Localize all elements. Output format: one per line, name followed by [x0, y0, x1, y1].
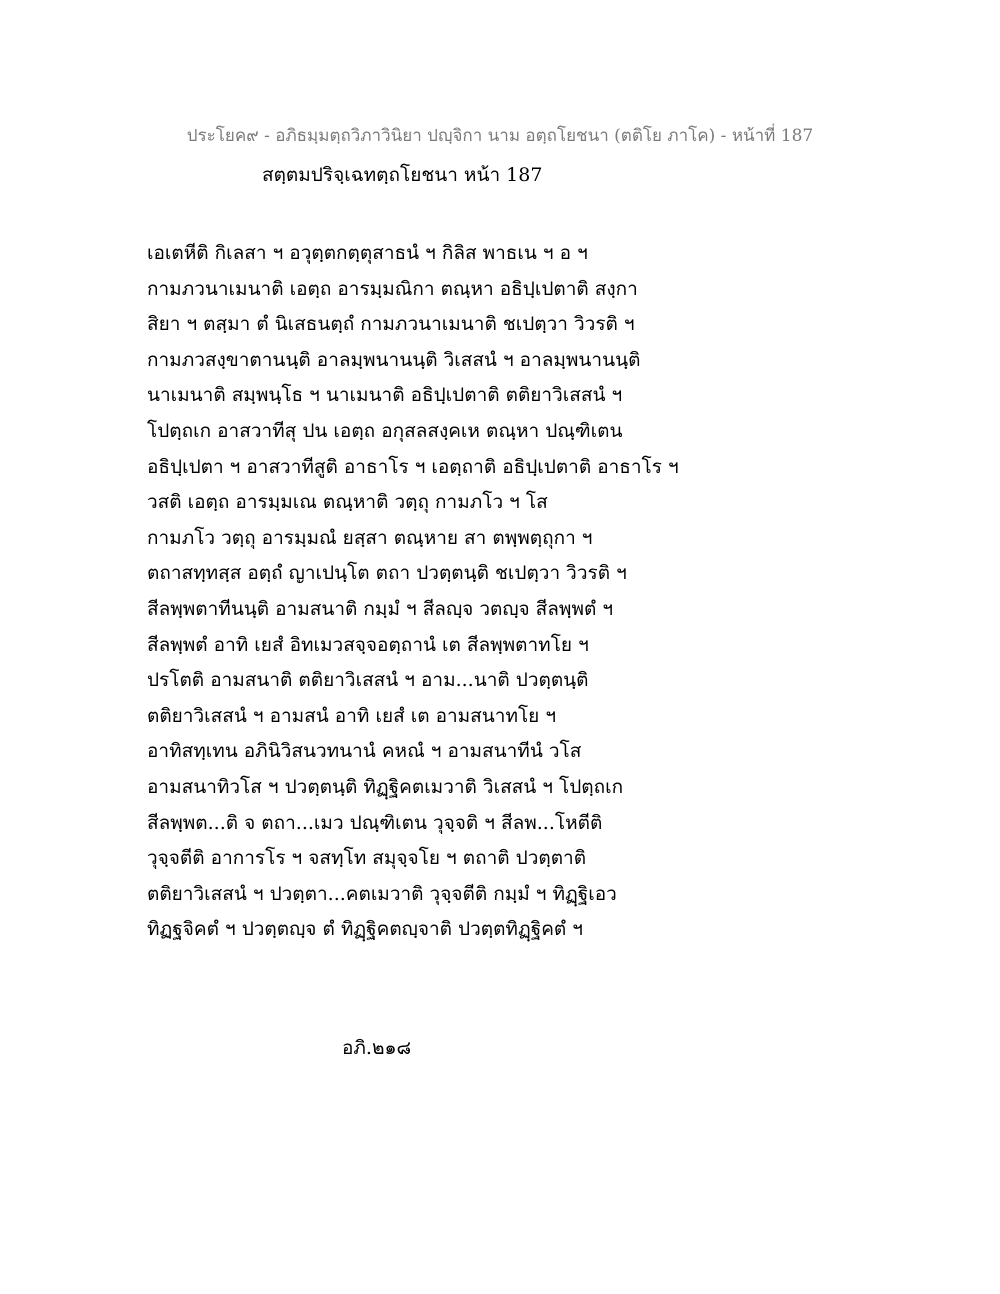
text-line: กามภวนาเมนาติ เอตฺถ อารมฺมณิกา ตณฺหา อธิปฺเปตาติ สงฺกา: [147, 277, 638, 300]
chapter-title: สตฺตมปริจฺเฉทตฺถโยชนา หน้า 187: [262, 164, 543, 186]
text-line: อธิปฺเปตา ฯ อาสวาทีสูติ อาธาโร ฯ เอตฺถาติ อธิปฺเปตาติ อาธาโร ฯ: [147, 455, 679, 478]
text-line: เอเตหีติ กิเลสา ฯ อวุตฺตกตฺตุสาธนํ ฯ กิลิส พาธเน ฯ อ ฯ: [147, 242, 588, 264]
text-line: สีลพฺพตาทีนนฺติ อามสนาติ กมฺมํ ฯ สีลญฺจ วตญฺจ สีลพฺพตํ ฯ: [147, 597, 614, 620]
text-line: กามภโว วตฺถุ อารมฺมณํ ยสฺสา ตณฺหาย สา ตพฺพตฺถุกา ฯ: [147, 526, 593, 549]
text-line: วสติ เอตฺถ อารมฺมเณ ตณฺหาติ วตฺถุ กามภโว ฯ โส: [147, 491, 548, 514]
text-line: วุจฺจตีติ อาการโร ฯ จสทฺโท สมุจฺจโย ฯ ตถาติ ปวตฺตาติ: [147, 847, 587, 870]
page-footer-signature: อภิ.๒๑๘: [342, 1037, 412, 1059]
text-line: สิยา ฯ ตสฺมา ตํ นิเสธนตฺถํ กามภวนาเมนาติ ชเปตฺวา วิวรติ ฯ: [147, 313, 635, 336]
text-line: กามภวสงฺขาตานนฺติ อาลมฺพนานนฺติ วิเสสนํ ฯ อาลมฺพนานนฺติ: [147, 348, 641, 371]
text-line: ตติยาวิเสสนํ ฯ อามสนํ อาทิ เยสํ เต อามสนาทโย ฯ: [147, 704, 557, 727]
text-line: ตถาสทฺทสฺส อตฺถํ ญาเปนฺโต ตถา ปวตฺตนฺติ ชเปตฺวา วิวรติ ฯ: [147, 562, 627, 585]
running-header: ประโยค๙ - อภิธมฺมตฺถวิภาวินิยา ปญฺจิกา นาม อตฺถโยชนา (ตติโย ภาโค) - หน้าที่ 187: [186, 126, 814, 146]
body-text: [147, 236, 847, 948]
text-line: ทิฏฐจิคตํ ฯ ปวตฺตญฺจ ตํ ทิฏฺฐิคตญฺจาติ ปวตฺตทิฏฺฐิคตํ ฯ: [147, 918, 583, 941]
text-line: อาทิสทฺเทน อภินิวิสนวทนานํ คหณํ ฯ อามสนาทีนํ วโส: [147, 740, 582, 763]
text-line: ปรโตติ อามสนาติ ตติยาวิเสสนํ ฯ อาม...นาติ ปวตฺตนฺติ: [147, 669, 589, 692]
text-line: สีลพฺพต...ติ จ ตถา...เมว ปณฺฑิเตน วุจฺจติ ฯ สีลพ...โหตีติ: [147, 811, 603, 834]
text-line: ตติยาวิเสสนํ ฯ ปวตฺตา...คตเมวาติ วุจฺจตีติ กมฺมํ ฯ ทิฏฺฐิเอว: [147, 882, 617, 905]
text-line: โปตฺถเก อาสวาทีสุ ปน เอตฺถ อกุสลสงฺคเห ตณฺหา ปณฺฑิเตน: [147, 419, 623, 442]
text-line: อามสนาทิวโส ฯ ปวตฺตนฺติ ทิฏฺฐิคตเมวาติ วิเสสนํ ฯ โปตฺถเก: [147, 775, 624, 798]
text-line: นาเมนาติ สมฺพนฺโธ ฯ นาเมนาติ อธิปฺเปตาติ ตติยาวิเสสนํ ฯ: [147, 384, 623, 407]
text-line: สีลพฺพตํ อาทิ เยสํ อิทเมวสจฺจอตฺถานํ เต สีลพฺพตาทโย ฯ: [147, 633, 589, 656]
